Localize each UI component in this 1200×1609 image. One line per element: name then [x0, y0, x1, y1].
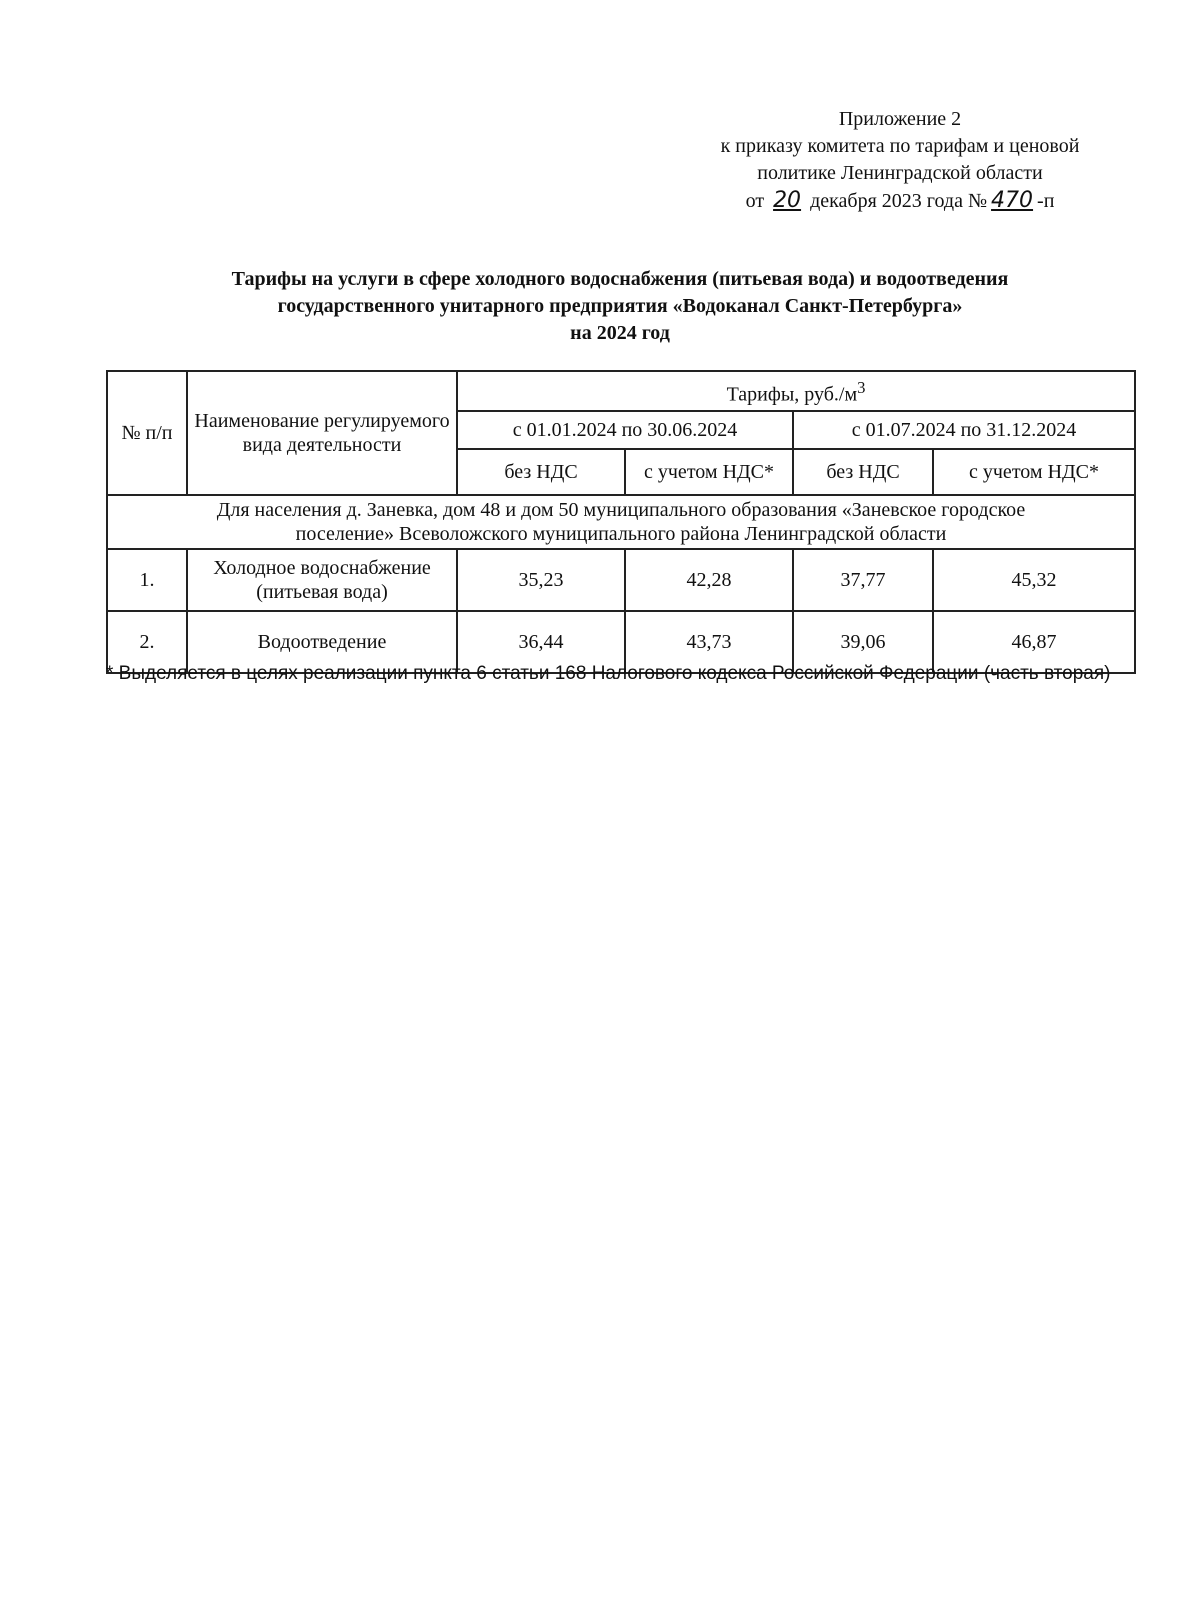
row-activity-name: Водоотведение [187, 611, 457, 673]
appendix-header [660, 106, 1140, 215]
title-line-3: на 2024 год [570, 322, 670, 344]
header-p2-no-vat: без НДС [793, 449, 933, 495]
row-p2-no-vat: 39,06 [793, 611, 933, 673]
row-p1-no-vat: 36,44 [457, 611, 625, 673]
group-caption-line-2: поселение» Всеволожского муниципального района Ленинградской области [295, 523, 947, 545]
header-period-2: с 01.07.2024 по 31.12.2024 [793, 411, 1135, 449]
row-p1-with-vat: 42,28 [625, 549, 793, 611]
header-p1-with-vat: с учетом НДС* [625, 449, 793, 495]
row-p2-with-vat: 45,32 [933, 549, 1135, 611]
tariffs-unit-superscript: 3 [857, 377, 866, 397]
document-title [105, 266, 1135, 347]
row-num: 2. [107, 611, 187, 673]
date-middle: декабря 2023 года № [810, 190, 988, 212]
header-period-1: с 01.01.2024 по 30.06.2024 [457, 411, 793, 449]
date-prefix: от [745, 190, 765, 212]
group-row [107, 495, 1135, 549]
group-caption [107, 495, 1135, 549]
row-num: 1. [107, 549, 187, 611]
title-line-2: государственного унитарного предприятия «Водоканал Санкт-Петербурга» [277, 295, 963, 317]
group-caption-line-1: Для населения д. Заневка, дом 48 и дом 50 муниципального образования «Заневское городское [216, 499, 1026, 521]
tariffs-label: Тарифы, руб./м [726, 383, 858, 406]
row-p1-with-vat: 43,73 [625, 611, 793, 673]
header-num: № п/п [107, 371, 187, 495]
table-row [107, 549, 1135, 611]
number-suffix: -п [1037, 190, 1055, 212]
appendix-line-3: политике Ленинградской области [757, 162, 1043, 184]
title-line-1: Тарифы на услуги в сфере холодного водоснабжения (питьевая вода) и водоотведения [231, 268, 1009, 290]
row-p2-with-vat: 46,87 [933, 611, 1135, 673]
header-tariffs [457, 371, 1135, 411]
handwritten-day: 20 [773, 188, 802, 213]
appendix-line-1: Приложение 2 [838, 108, 962, 130]
row-activity-name: Холодное водоснабжение (питьевая вода) [187, 549, 457, 611]
vat-footnote: * Выделяется в целях реализации пункта 6 статьи 168 Налогового кодекса Российской Федерации (часть вторая) [106, 663, 1111, 684]
appendix-line-2: к приказу комитета по тарифам и ценовой [720, 135, 1080, 157]
header-activity-name: Наименование регулируемого вида деятельности [187, 371, 457, 495]
row-p1-no-vat: 35,23 [457, 549, 625, 611]
header-p2-with-vat: с учетом НДС* [933, 449, 1135, 495]
header-row-1 [107, 371, 1135, 411]
header-p1-no-vat: без НДС [457, 449, 625, 495]
appendix-date-line [660, 187, 1140, 215]
tariffs-table [106, 370, 1136, 674]
row-p2-no-vat: 37,77 [793, 549, 933, 611]
handwritten-number: 470 [991, 188, 1034, 213]
